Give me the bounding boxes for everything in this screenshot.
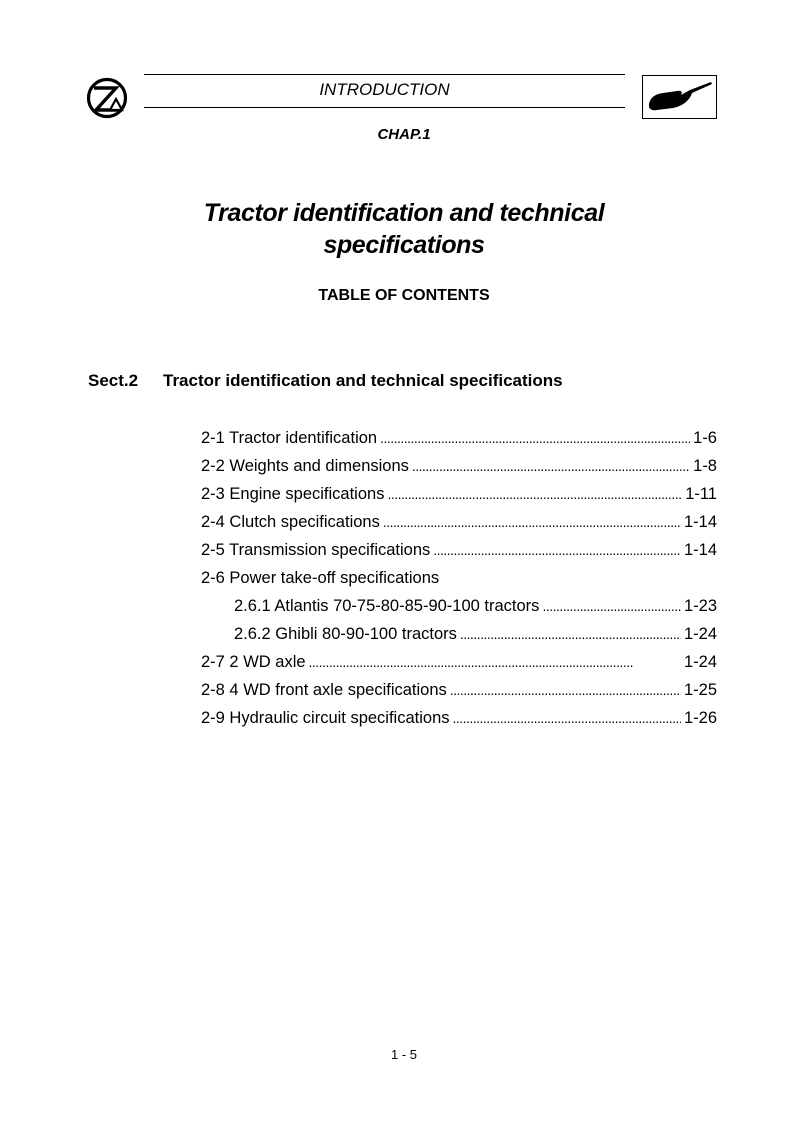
toc-entry-label: 2-6 Power take-off specifications (201, 569, 440, 587)
dot-leader (433, 537, 681, 563)
toc-entry-page: 1-14 (683, 541, 717, 559)
toc-entry[interactable] (201, 425, 717, 453)
dot-leader (460, 621, 681, 647)
toc-entry-page: 1-11 (685, 485, 717, 503)
toc-entry-page: 1-14 (683, 513, 717, 531)
toc-entry[interactable] (201, 453, 717, 481)
brand-logo-icon (86, 76, 132, 120)
toc-heading: TABLE OF CONTENTS (318, 287, 490, 304)
toc-entry[interactable] (201, 565, 717, 593)
toc-entry-label: 2-9 Hydraulic circuit specifications (201, 709, 450, 727)
dot-leader (450, 677, 681, 703)
dot-leader (412, 453, 690, 479)
pointing-hand-icon (642, 75, 717, 119)
dot-leader (383, 509, 681, 535)
chapter-label: CHAP.1 (377, 126, 431, 143)
toc-entry-page: 1-6 (693, 429, 717, 447)
toc-subentry[interactable] (201, 593, 717, 621)
toc-entry[interactable] (201, 649, 717, 677)
toc-entry-label: 2.6.1 Atlantis 70-75-80-85-90-100 tractors (234, 597, 540, 615)
section-title-text: Tractor identification and technical specifications (163, 371, 563, 390)
document-title (0, 197, 794, 261)
toc-entry-page: 1-25 (683, 681, 717, 699)
dot-leader (309, 649, 681, 675)
toc-entry[interactable] (201, 677, 717, 705)
toc-entry-page: 1-23 (683, 597, 717, 615)
toc-entry-page: 1-8 (693, 457, 717, 475)
toc-list (201, 425, 717, 733)
page-number: 1 - 5 (390, 1047, 417, 1062)
title-line: Tractor identification and technical (203, 199, 605, 227)
toc-entry[interactable] (201, 705, 717, 733)
toc-entry-label: 2-7 2 WD axle (201, 653, 306, 671)
toc-entry-label: 2-4 Clutch specifications (201, 513, 380, 531)
toc-entry-label: 2-3 Engine specifications (201, 485, 385, 503)
toc-entry-label: 2.6.2 Ghibli 80-90-100 tractors (234, 625, 457, 643)
toc-entry-label: 2-8 4 WD front axle specifications (201, 681, 447, 699)
toc-entry[interactable] (201, 509, 717, 537)
toc-entry-page: 1-26 (683, 709, 717, 727)
section-title: INTRODUCTION (319, 80, 450, 99)
toc-subentry[interactable] (201, 621, 717, 649)
toc-entry-label: 2-2 Weights and dimensions (201, 457, 409, 475)
toc-entry-page: 1-24 (683, 625, 717, 643)
dot-leader (542, 593, 681, 619)
toc-entry[interactable] (201, 537, 717, 565)
dot-leader (453, 705, 681, 731)
dot-leader (387, 481, 682, 507)
section-number: Sect.2 (88, 371, 139, 390)
dot-leader (380, 425, 690, 451)
toc-entry[interactable] (201, 481, 717, 509)
toc-entry-label: 2-5 Transmission specifications (201, 541, 431, 559)
title-line: specifications (323, 231, 485, 259)
toc-entry-page: 1-24 (683, 653, 717, 671)
toc-entry-label: 2-1 Tractor identification (201, 429, 378, 447)
section-heading (88, 371, 563, 391)
